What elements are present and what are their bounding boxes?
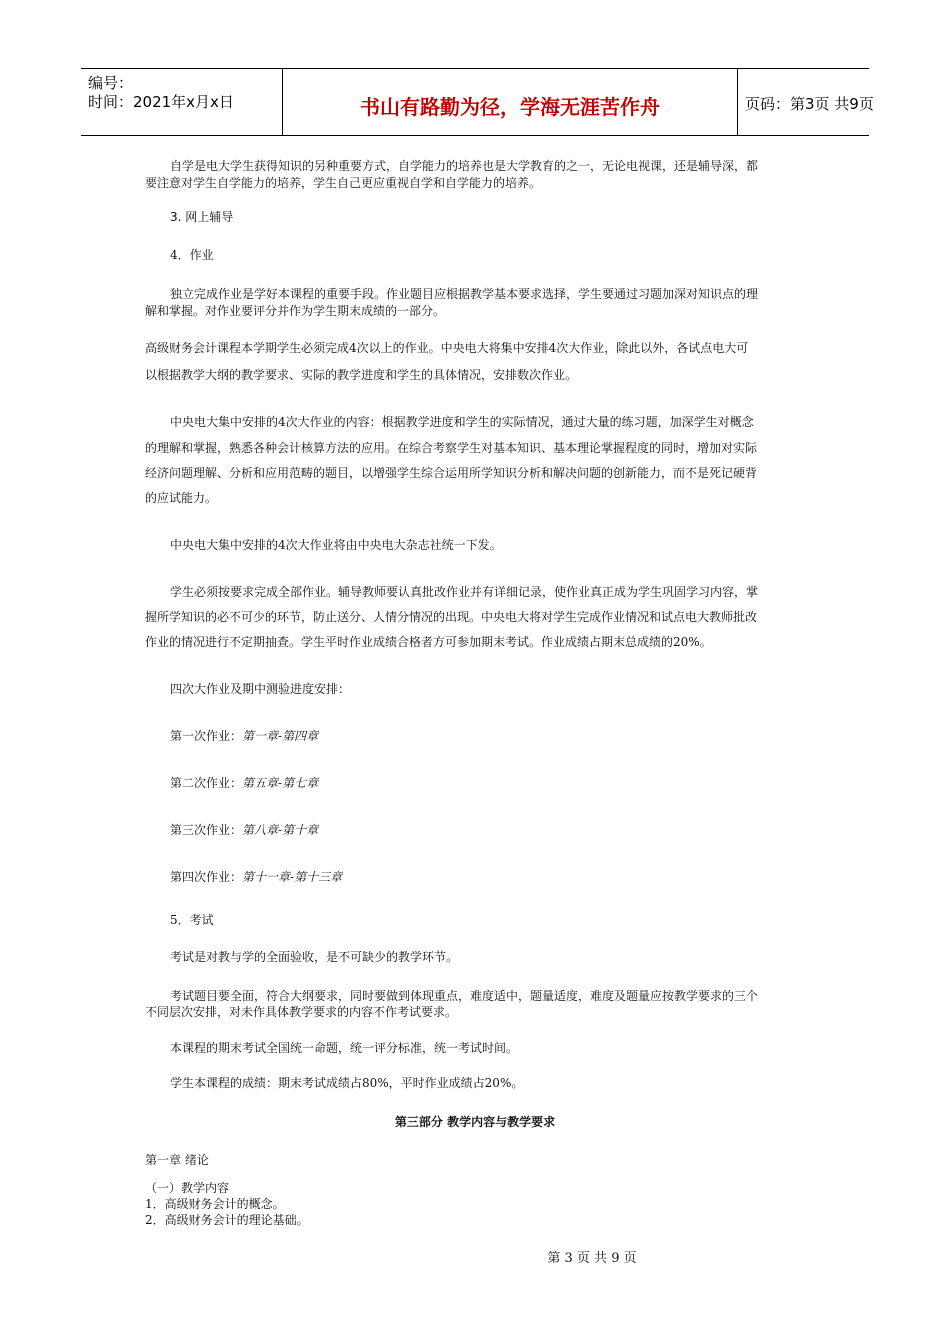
paragraph-exam-2-line1: 考试题目要全面，符合大纲要求，同时要做到体现重点，难度适中，题量适度，难度及题量应按教学要求的三个 [170,989,759,1003]
page-footer: 第 3 页 共 9 页 [547,1251,637,1266]
header-left-cell [81,69,282,135]
homework-4-range: 第十一章-第十三章 [242,870,343,884]
paragraph-selfstudy-line1: 自学是电大学生获得知识的另种重要方式，自学能力的培养也是大学教育的之一，无论电视课，还是辅导深，都 [170,159,759,173]
paragraph-independent-line2: 解和掌握。对作业要评分并作为学生期末成绩的一部分。 [145,304,446,318]
homework-3 [170,821,318,839]
homework-2 [170,774,318,792]
homework-2-label: 第二次作业： [170,776,243,790]
homework-3-range: 第八章-第十章 [242,823,319,837]
paragraph-central-line1: 中央电大集中安排的4次大作业的内容：根据教学进度和学生的实际情况，通过大量的练习题，加深学生对概念 [170,415,754,429]
list-item-2: 2．高级财务会计的理论基础。 [145,1213,309,1227]
homework-4 [170,868,342,886]
section-title: 第三部分 教学内容与教学要求 [394,1115,556,1129]
homework-2-range: 第五章-第七章 [242,776,319,790]
paragraph-central-line2: 的理解和掌握，熟悉各种会计核算方法的应用。在综合考察学生对基本知识、基本理论掌握程度的同时，增加对实际 [145,441,758,455]
homework-4-label: 第四次作业： [170,870,243,884]
page-header [81,68,874,136]
paragraph-distribute: 中央电大集中安排的4次大作业将由中央电大杂志社统一下发。 [170,538,502,552]
chapter-1-title: 第一章 绪论 [145,1153,209,1167]
heading-exam: 5．考试 [170,913,214,927]
time-label: 时间：2021年x月x日 [88,93,234,111]
heading-homework: 4．作业 [170,248,214,262]
homework-1-label: 第一次作业： [170,729,243,743]
paragraph-students-line2: 握所学知识的必不可少的环节，防止送分、人情分情况的出现。中央电大将对学生完成作业情况和试点电大教师批改 [145,610,758,624]
homework-3-label: 第三次作业： [170,823,243,837]
number-label: 编号： [88,74,134,92]
paragraph-exam-3: 本课程的期末考试全国统一命题，统一评分标准，统一考试时间。 [170,1041,519,1055]
paragraph-students-line3: 作业的情况进行不定期抽查。学生平时作业成绩合格者方可参加期末考试。作业成绩占期末总成绩的20%。 [145,635,712,649]
paragraph-exam-4: 学生本课程的成绩：期末考试成绩占80%，平时作业成绩占20%。 [170,1076,524,1090]
teaching-content-heading: （一）教学内容 [145,1181,230,1195]
paragraph-students-line1: 学生必须按要求完成全部作业。辅导教师要认真批改作业并有详细记录，使作业真正成为学生巩固学习内容，掌 [170,585,759,599]
paragraph-advanced-line1: 高级财务会计课程本学期学生必须完成4次以上的作业。中央电大将集中安排4次大作业，除此以外，各试点电大可 [145,341,749,355]
heading-online-tutoring: 3. 网上辅导 [170,210,234,224]
list-item-1: 1．高级财务会计的概念。 [145,1197,285,1211]
paragraph-central-line4: 的应试能力。 [145,491,218,505]
paragraph-exam-1: 考试是对教与学的全面验收，是不可缺少的教学环节。 [170,950,459,964]
homework-1-range: 第一章-第四章 [242,729,319,743]
paragraph-schedule: 四次大作业及期中测验进度安排： [170,682,351,696]
header-right-cell [737,69,874,135]
header-mid-cell [282,69,738,135]
paragraph-central-line3: 经济问题理解、分析和应用范畴的题目，以增强学生综合运用所学知识分析和解决问题的创新能力，而不是死记硬背 [145,466,758,480]
paragraph-selfstudy-line2: 要注意对学生自学能力的培养，学生自己更应重视自学和自学能力的培养。 [145,176,542,190]
header-page-info: 页码：第3页 共9页 [745,95,874,113]
header-motto: 书山有路勤为径，学海无涯苦作舟 [360,95,660,119]
paragraph-independent-line1: 独立完成作业是学好本课程的重要手段。作业题目应根据教学基本要求选择，学生要通过习题加深对知识点的理 [170,287,759,301]
paragraph-exam-2-line2: 不同层次安排，对未作具体教学要求的内容不作考试要求。 [145,1005,458,1019]
homework-1 [170,727,318,745]
paragraph-advanced-line2: 以根据教学大纲的教学要求、实际的教学进度和学生的具体情况，安排数次作业。 [145,368,578,382]
